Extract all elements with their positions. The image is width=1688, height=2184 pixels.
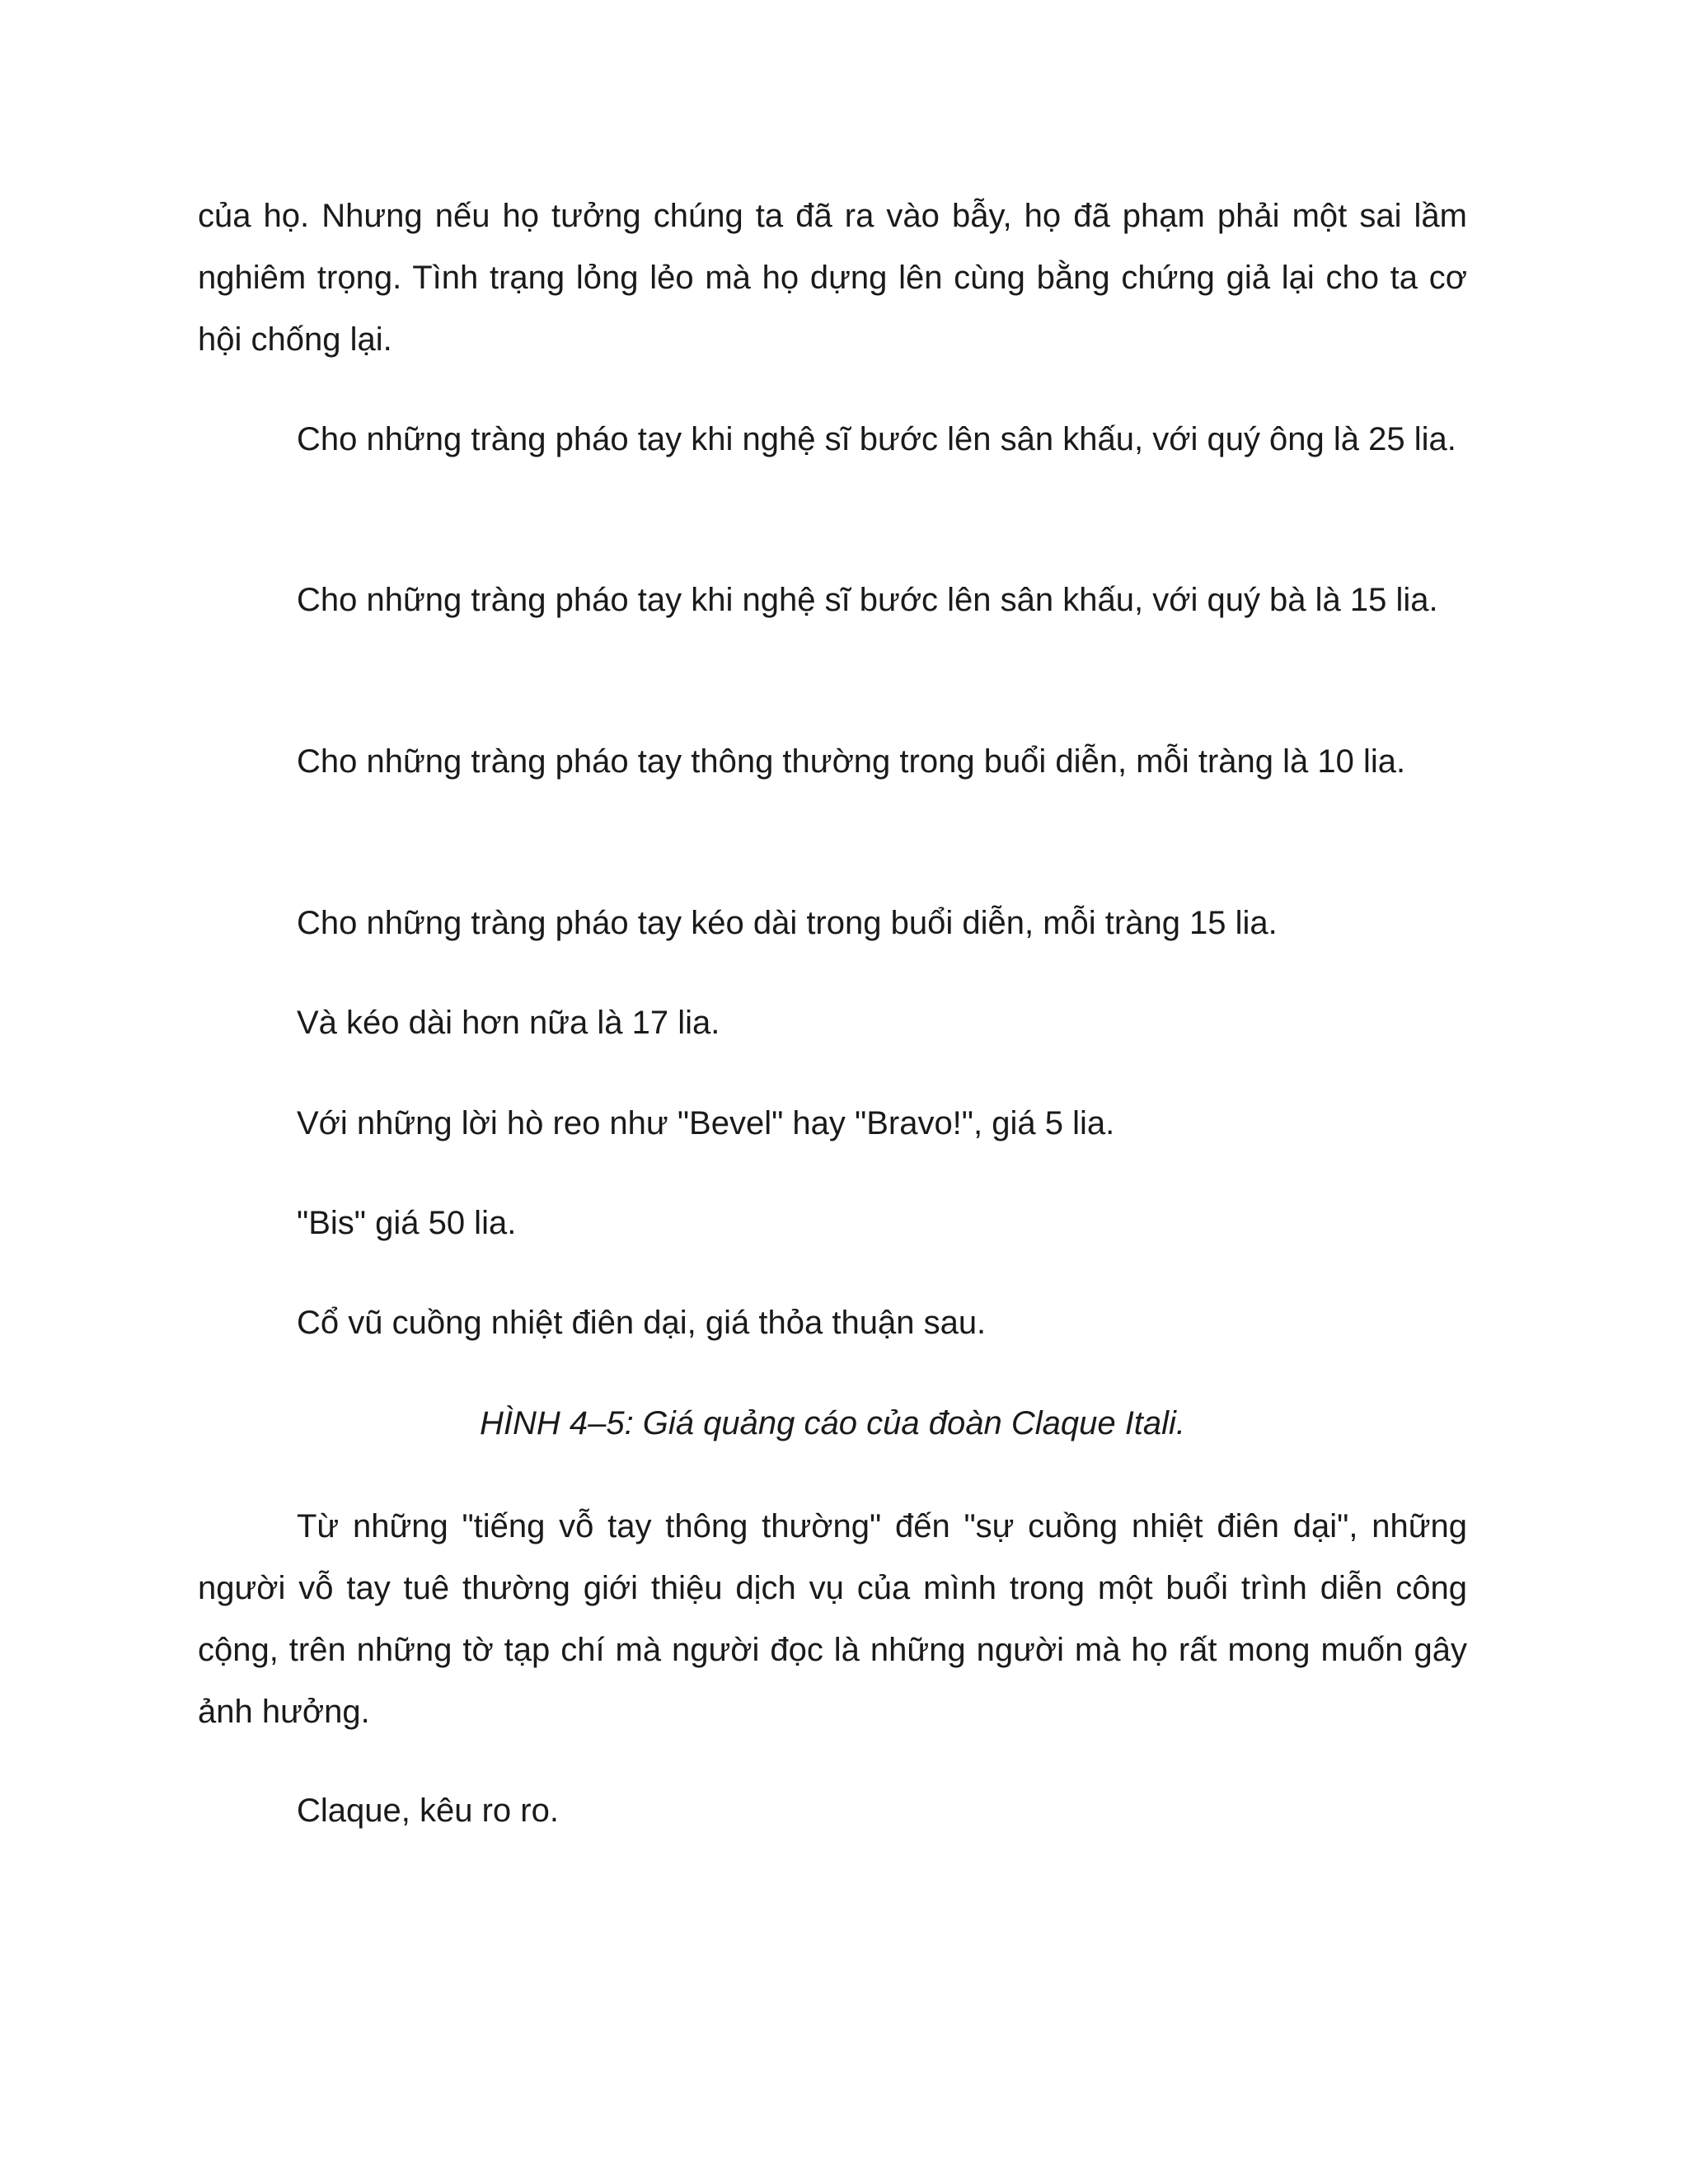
price-item-ladies-entrance: Cho những tràng pháo tay khi nghệ sĩ bước lên sân khấu, với quý bà là 15 lia. <box>297 582 1438 618</box>
figure-caption: HÌNH 4–5: Giá quảng cáo của đoàn Claque Itali. <box>479 1405 1186 1441</box>
price-item-ordinary-applause: Cho những tràng pháo tay thông thường trong buổi diễn, mỗi tràng là 10 lia. <box>297 743 1406 780</box>
price-item-extended-applause: Và kéo dài hơn nữa là 17 lia. <box>297 1005 720 1041</box>
price-item-prolonged-applause: Cho những tràng pháo tay kéo dài trong buổi diễn, mỗi tràng 15 lia. <box>297 905 1278 941</box>
price-item-frenzied-enthusiasm: Cổ vũ cuồng nhiệt điên dại, giá thỏa thuận sau. <box>297 1305 987 1341</box>
price-item-bis: "Bis" giá 50 lia. <box>297 1205 517 1241</box>
price-item-cheers: Với những lời hò reo như "Bevel" hay "Bravo!", giá 5 lia. <box>297 1105 1115 1141</box>
closing-paragraph: Claque, kêu ro ro. <box>297 1793 559 1829</box>
intro-paragraph: của họ. Nhưng nếu họ tưởng chúng ta đã ra vào bẫy, họ đã phạm phải một sai lầm nghiêm trọng. Tình trạng lỏng lẻo mà họ dựng lên cùng bằng chứng giả lại cho ta cơ hội chống lại. <box>198 198 1467 358</box>
price-item-gentlemen-entrance: Cho những tràng pháo tay khi nghệ sĩ bước lên sân khấu, với quý ông là 25 lia. <box>297 421 1456 457</box>
explanation-paragraph: Từ những "tiếng vỗ tay thông thường" đến "sự cuồng nhiệt điên dại", những người vỗ tay tuê thường giới thiệu dịch vụ của mình trong một buổi trình diễn công cộng, trên những tờ tạp chí mà người đọc là những người mà họ rất mong muốn gây ảnh hưởng. <box>198 1508 1467 1730</box>
